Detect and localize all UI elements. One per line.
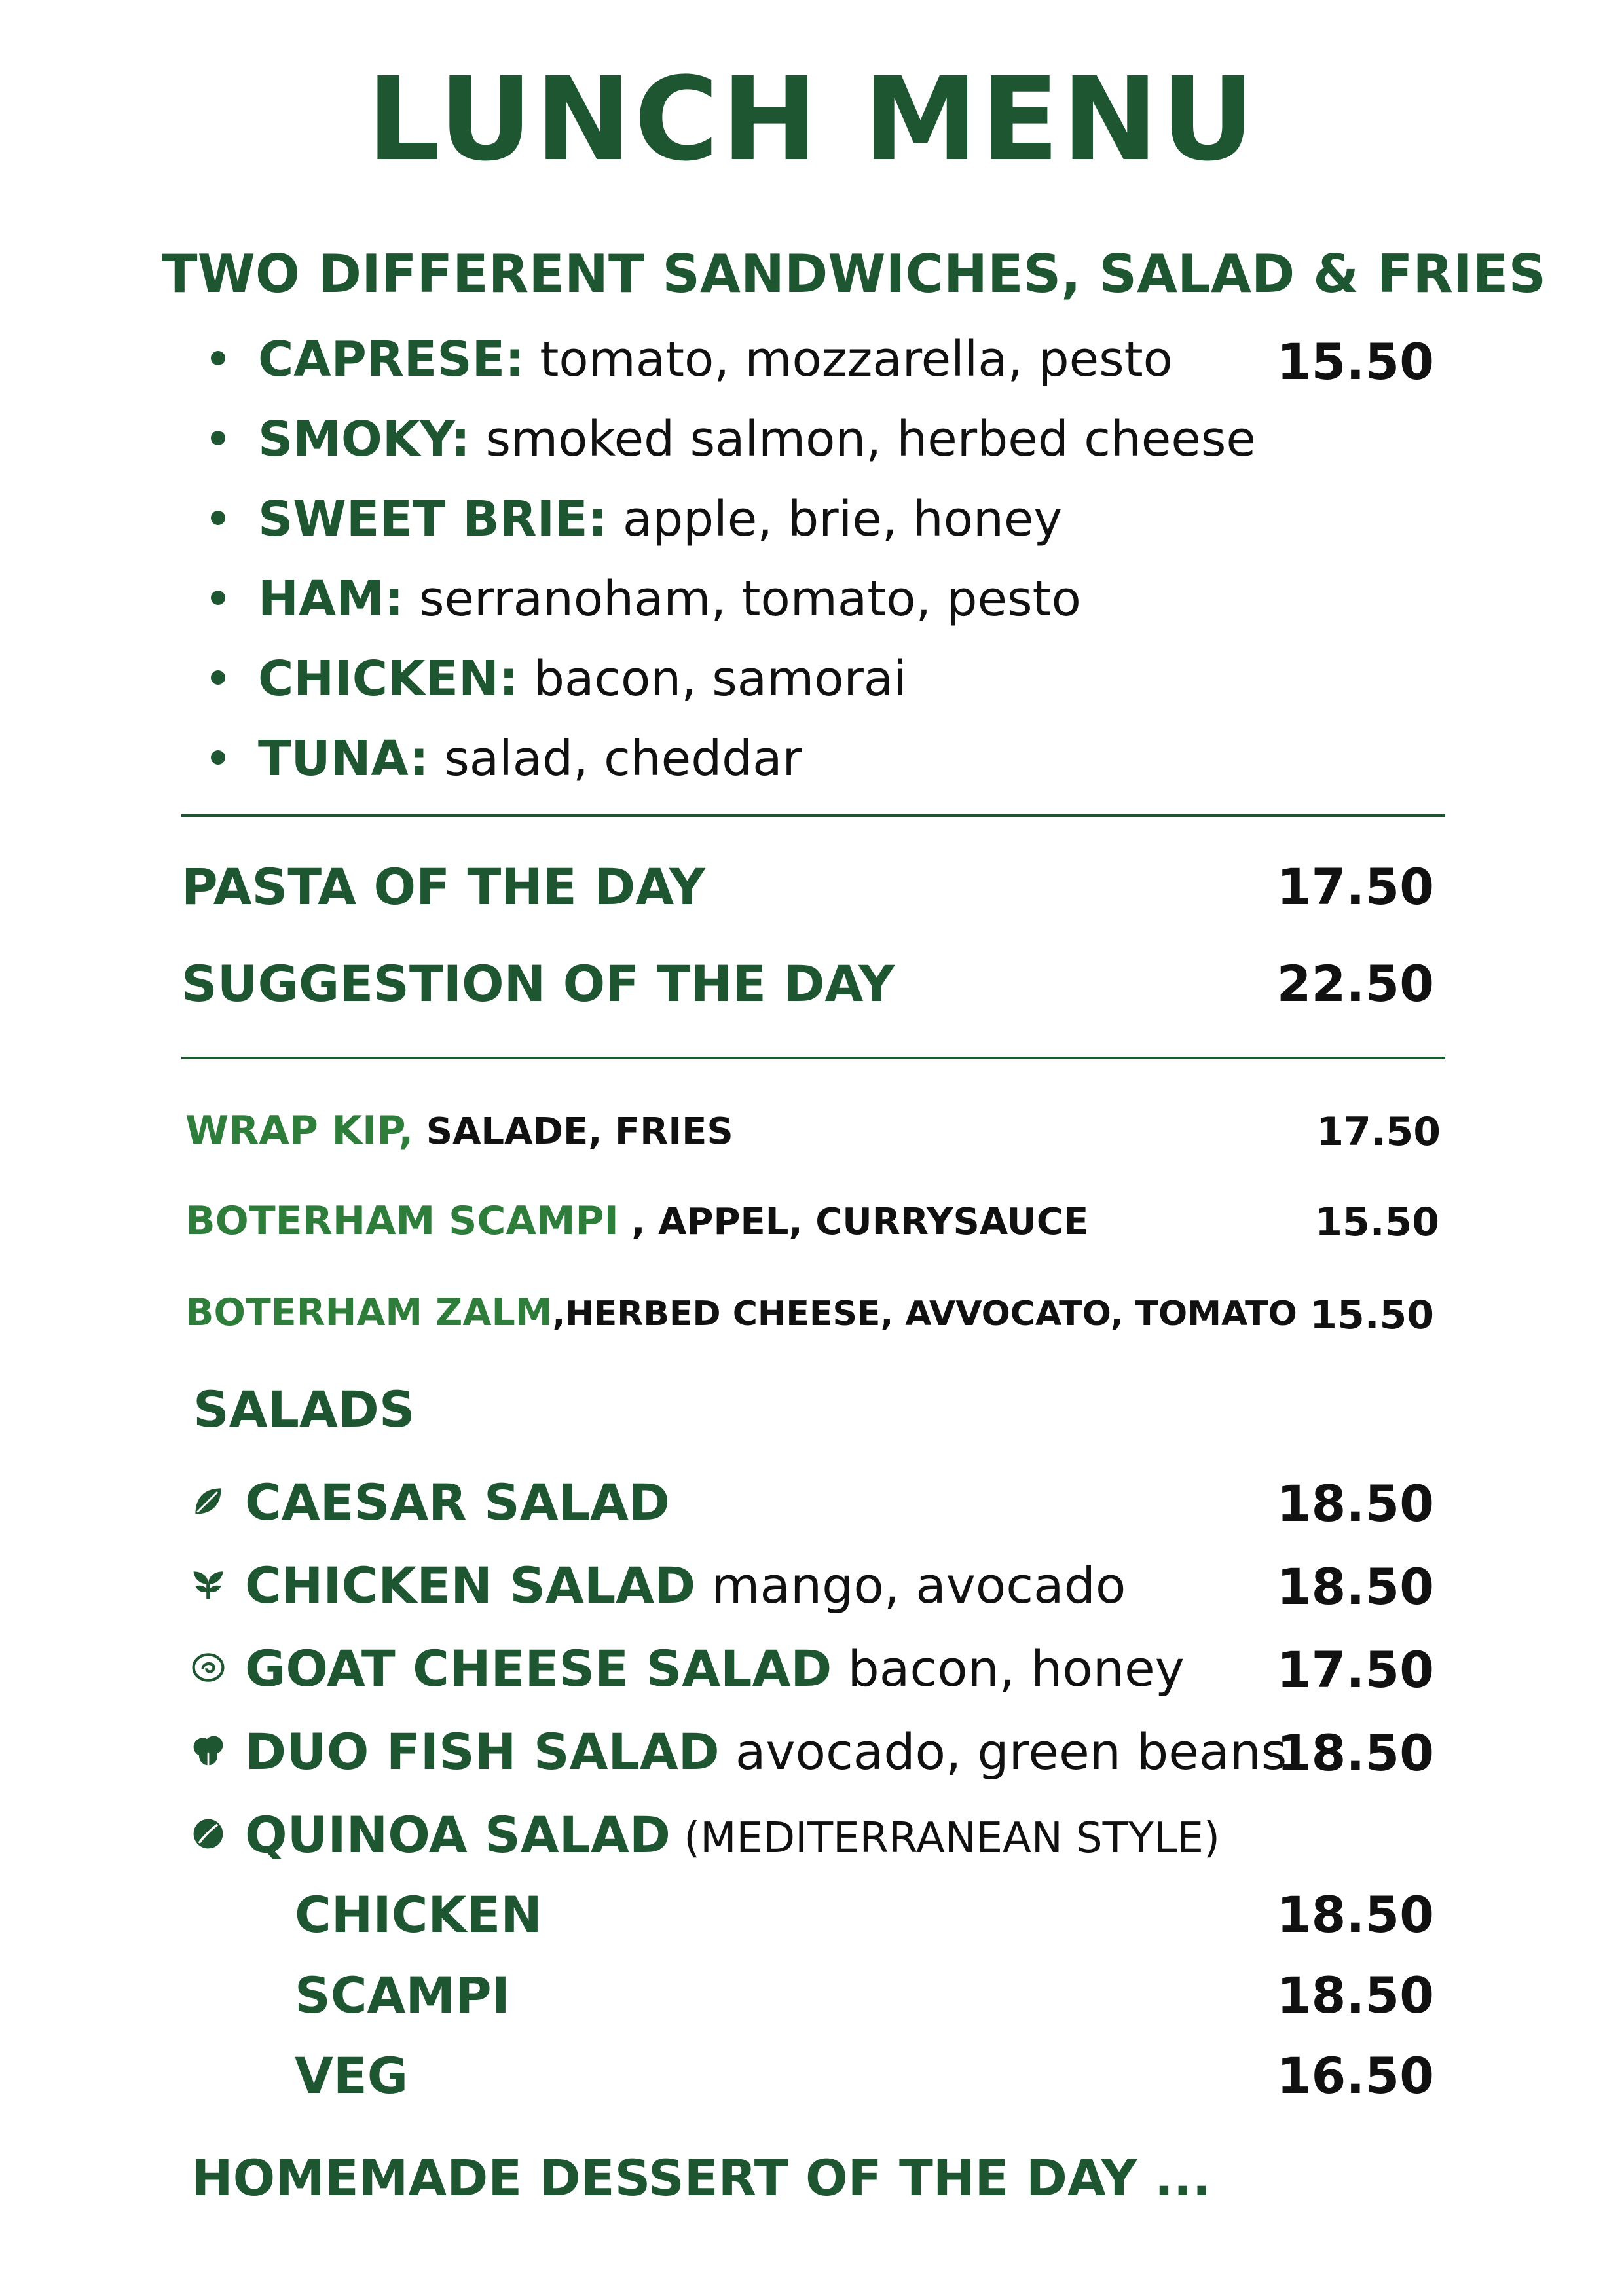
sandwich-item: SWEET BRIE: apple, brie, honey bbox=[211, 491, 1062, 547]
sandwich-item: TUNA: salad, cheddar bbox=[211, 731, 802, 787]
suggestion-price: 22.50 bbox=[1276, 955, 1434, 1013]
special-item: BOTERHAM SCAMPI , APPEL, CURRYSAUCE bbox=[185, 1198, 1089, 1244]
salad-item: CAESAR SALAD bbox=[190, 1473, 670, 1531]
special-price: 17.50 bbox=[1316, 1109, 1441, 1155]
salad-item: DUO FISH SALAD avocado, green beans bbox=[190, 1722, 1287, 1781]
bullet-icon bbox=[211, 750, 225, 765]
dessert-of-the-day: HOMEMADE DESSERT OF THE DAY ... bbox=[191, 2149, 1211, 2207]
quinoa-option-price: 18.50 bbox=[1276, 1966, 1434, 2024]
menu-title: LUNCH MENU bbox=[367, 52, 1257, 187]
bullet-icon bbox=[211, 591, 225, 605]
sandwich-item: CAPRESE: tomato, mozzarella, pesto bbox=[211, 331, 1173, 388]
bullet-icon bbox=[211, 670, 225, 685]
salad-item: CHICKEN SALAD mango, avocado bbox=[190, 1556, 1126, 1614]
divider bbox=[181, 814, 1445, 817]
swirl-icon bbox=[190, 1649, 227, 1686]
salad-item: GOAT CHEESE SALAD bacon, honey bbox=[190, 1639, 1185, 1698]
quinoa-option: CHICKEN bbox=[295, 1886, 542, 1944]
sandwich-item: CHICKEN: bacon, samorai bbox=[211, 651, 907, 707]
pasta-of-the-day: PASTA OF THE DAY bbox=[181, 858, 705, 916]
sandwiches-price: 15.50 bbox=[1276, 333, 1434, 391]
bullet-icon bbox=[211, 511, 225, 525]
quinoa-option: SCAMPI bbox=[295, 1966, 510, 2024]
salad-price: 18.50 bbox=[1276, 1474, 1434, 1533]
quinoa-option-price: 18.50 bbox=[1276, 1886, 1434, 1944]
leaf-round-icon bbox=[190, 1815, 227, 1852]
leaf-cluster-icon bbox=[190, 1732, 227, 1769]
special-item: BOTERHAM ZALM,HERBED CHEESE, AVVOCATO, TOMATO bbox=[185, 1291, 1297, 1334]
bullet-icon bbox=[211, 351, 225, 365]
sandwich-item: SMOKY: smoked salmon, herbed cheese bbox=[211, 411, 1256, 467]
special-item: WRAP KIP, SALADE, FRIES bbox=[185, 1108, 733, 1154]
divider bbox=[181, 1057, 1445, 1059]
special-price: 15.50 bbox=[1315, 1199, 1439, 1245]
salad-price: 18.50 bbox=[1276, 1558, 1434, 1616]
salads-heading: SALADS bbox=[193, 1380, 415, 1438]
suggestion-of-the-day: SUGGESTION OF THE DAY bbox=[181, 955, 895, 1013]
sprout-icon bbox=[190, 1566, 227, 1603]
leaf-icon bbox=[190, 1483, 227, 1520]
salad-price: 17.50 bbox=[1276, 1641, 1434, 1699]
salad-price: 18.50 bbox=[1276, 1724, 1434, 1782]
special-price: 15.50 bbox=[1310, 1292, 1434, 1338]
salad-item: QUINOA SALAD (MEDITERRANEAN STYLE) bbox=[190, 1806, 1220, 1864]
pasta-price: 17.50 bbox=[1276, 858, 1434, 916]
sandwich-item: HAM: serranoham, tomato, pesto bbox=[211, 571, 1081, 627]
bullet-icon bbox=[211, 431, 225, 445]
quinoa-option-price: 16.50 bbox=[1276, 2047, 1434, 2105]
sandwiches-heading: TWO DIFFERENT SANDWICHES, SALAD & FRIES bbox=[162, 244, 1547, 304]
quinoa-option: VEG bbox=[295, 2047, 409, 2105]
